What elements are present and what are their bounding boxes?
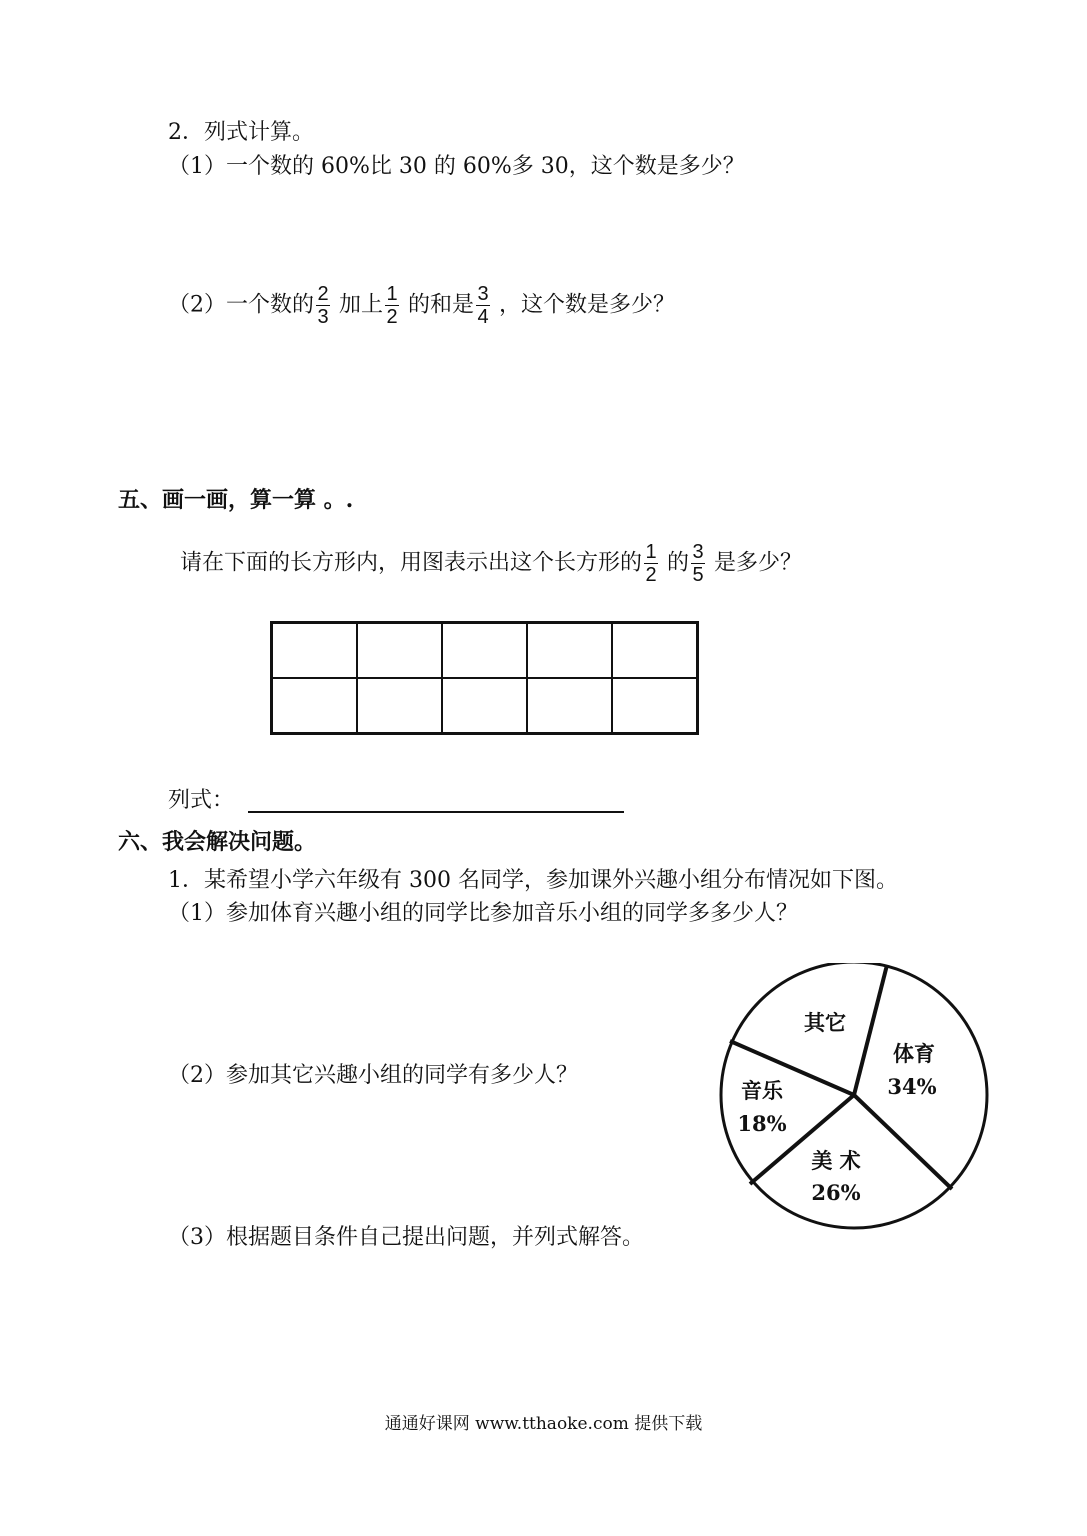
grid-cell[interactable] (442, 678, 527, 733)
rectangle-grid[interactable] (270, 621, 699, 735)
fraction-1-2 (644, 541, 658, 586)
pie-divider-1 (854, 965, 887, 1095)
pie-divider-2 (854, 1095, 952, 1189)
question-2-prefix: （2）一个数的 (168, 292, 314, 318)
slice-label-music: 音乐 (741, 1078, 783, 1103)
fraction-denominator: 4 (477, 306, 489, 328)
question-2-mid1: 加上 (332, 292, 383, 318)
problem-1-intro: 1．某希望小学六年级有 300 名同学，参加课外兴趣小组分布情况如下图。 (168, 868, 898, 893)
grid-cell[interactable] (612, 623, 697, 678)
section-6-title: 六、我会解决问题。 (118, 829, 317, 855)
fraction-denominator: 2 (386, 306, 398, 328)
question-heading: 2．列式计算。 (168, 120, 314, 145)
sub-question-1: （1）参加体育兴趣小组的同学比参加音乐小组的同学多多少人？ (168, 901, 798, 926)
sub-question-3: （3）根据题目条件自己提出问题，并列式解答。 (168, 1225, 644, 1250)
fraction-numerator: 3 (692, 541, 704, 563)
sub-question-2: （2）参加其它兴趣小组的同学有多少人？ (168, 1063, 578, 1088)
section-5-prompt (180, 541, 802, 586)
section-5-title: 五、画一画，算一算 。. (118, 487, 354, 513)
prompt-prefix: 请在下面的长方形内，用图表示出这个长方形的 (180, 550, 643, 576)
fraction-denominator: 2 (645, 564, 657, 586)
fraction-3-5 (691, 541, 705, 586)
slice-value-music: 18% (737, 1111, 787, 1136)
fraction-2-3 (316, 283, 330, 328)
prompt-mid: 的 (660, 550, 690, 576)
grid-cell[interactable] (612, 678, 697, 733)
question-1: （1）一个数的 60%比 30 的 60%多 30，这个数是多少？ (168, 154, 745, 179)
grid-cell[interactable] (527, 623, 612, 678)
footer-source: 通通好课网 www.tthaoke.com 提供下载 (384, 1414, 703, 1434)
fraction-1-2 (385, 283, 399, 328)
fraction-denominator: 5 (692, 564, 704, 586)
slice-label-sports: 体育 (893, 1041, 935, 1066)
grid-cell[interactable] (272, 678, 357, 733)
grid-cell[interactable] (357, 623, 442, 678)
slice-label-other: 其它 (804, 1010, 846, 1035)
formula-label: 列式： (168, 788, 235, 813)
slice-value-sports: 34% (887, 1074, 937, 1099)
grid-cell[interactable] (357, 678, 442, 733)
grid-cell[interactable] (527, 678, 612, 733)
slice-value-art: 26% (811, 1180, 861, 1205)
fraction-3-4 (476, 283, 490, 328)
fraction-denominator: 3 (317, 306, 329, 328)
fraction-numerator: 1 (386, 283, 398, 305)
fraction-numerator: 3 (477, 283, 489, 305)
question-2 (168, 283, 675, 328)
slice-label-art: 美 术 (811, 1148, 861, 1173)
grid-cell[interactable] (272, 623, 357, 678)
answer-line[interactable] (248, 811, 624, 813)
fraction-numerator: 1 (645, 541, 657, 563)
fraction-numerator: 2 (317, 283, 329, 305)
grid-cell[interactable] (442, 623, 527, 678)
question-2-suffix: ，这个数是多少？ (492, 292, 675, 318)
question-2-mid2: 的和是 (401, 292, 474, 318)
prompt-suffix: 是多少？ (707, 550, 803, 576)
pie-chart (712, 963, 1002, 1243)
